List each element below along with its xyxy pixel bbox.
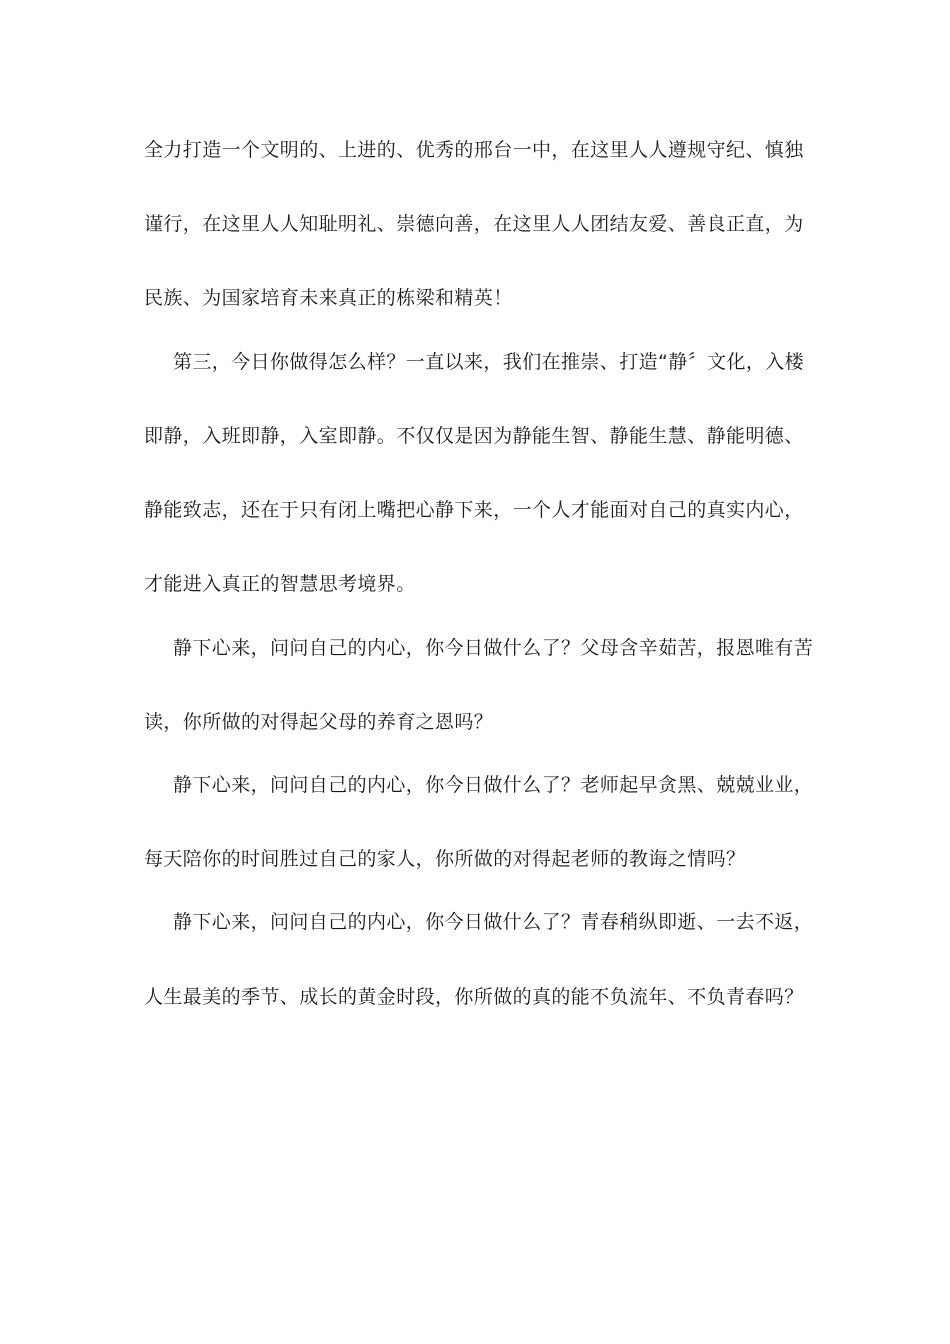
paragraph-start-line: 静下心来，问问自己的内心，你今日做什么了？青春稍纵即逝、一去不返，: [173, 911, 814, 933]
text-line: 每天陪你的时间胜过自己的家人，你所做的对得起老师的教诲之情吗？: [144, 848, 746, 870]
text-line: 民族、为国家培育未来真正的栋梁和精英！: [144, 287, 513, 309]
text-line: 即静，入班即静，入室即静。不仅仅是因为静能生智、静能生慧、静能明德、: [144, 425, 804, 447]
text-line: 静能致志，还在于只有闭上嘴把心静下来，一个人才能面对自己的真实内心，: [144, 499, 804, 521]
text-line: 读，你所做的对得起父母的养育之恩吗？: [144, 711, 494, 733]
text-line: 全力打造一个文明的、上进的、优秀的邢台一中，在这里人人遵规守纪、慎独: [144, 139, 804, 161]
paragraph-start-line: 静下心来，问问自己的内心，你今日做什么了？老师起早贪黑、兢兢业业，: [173, 774, 814, 796]
paragraph-start-line: 第三，今日你做得怎么样？一直以来，我们在推崇、打造“静〞文化，入楼: [173, 351, 805, 373]
paragraph-start-line: 静下心来，问问自己的内心，你今日做什么了？父母含辛茹苦，报恩唯有苦: [173, 637, 814, 659]
text-line: 谨行，在这里人人知耻明礼、崇德向善，在这里人人团结友爱、善良正直，为: [144, 213, 804, 235]
text-line: 人生最美的季节、成长的黄金时段，你所做的真的能不负流年、不负青春吗？: [144, 986, 804, 1008]
text-line: 才能进入真正的智慧思考境界。: [144, 573, 416, 595]
